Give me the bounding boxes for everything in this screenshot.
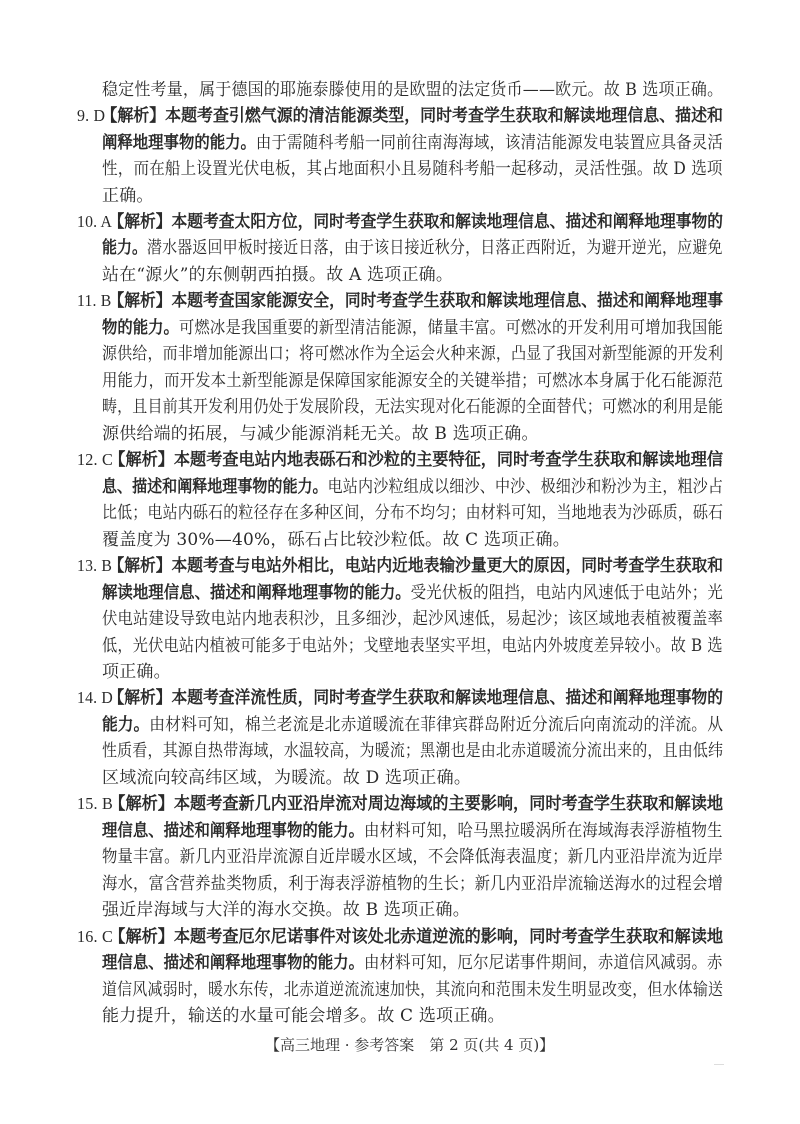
answer-text-line xyxy=(102,318,723,338)
answer-text-line xyxy=(102,503,723,523)
body-text: 由材料可知，厄尔尼诺事件期间，赤道信风减弱。赤 xyxy=(363,953,723,973)
bold-summary: 解读地理信息、描述和阐释地理事物的能力。 xyxy=(102,583,411,603)
answer-heading-line xyxy=(77,106,723,126)
bold-summary: 能力。 xyxy=(102,715,150,735)
question-number: 10. A xyxy=(77,212,113,231)
body-text: 稳定性考量，属于德国的耶施泰滕使用的是欧盟的法定货币——欧元。故 B 选项正确。 xyxy=(102,80,724,100)
answer-text-line xyxy=(102,186,154,206)
analysis-tag: 【解析】 xyxy=(108,212,172,232)
answer-text-line xyxy=(102,980,723,1000)
answer-text-line xyxy=(102,133,723,153)
answer-text-line xyxy=(102,847,723,867)
body-text: 由材料可知，棉兰老流是北赤道暖流在菲律宾群岛附近分流后向南流动的洋流。从 xyxy=(149,715,724,735)
body-text: 电站内沙粒组成以细沙、中沙、极细沙和粉沙为主，粗沙占 xyxy=(327,477,724,497)
answer-heading-line xyxy=(77,291,723,311)
body-text: 物量丰富。新几内亚沿岸流源自近岸暖水区域，不会降低海表温度；新几内亚沿岸流为近岸 xyxy=(102,847,723,867)
analysis-tag: 【解析】 xyxy=(108,291,172,311)
question-number: 12. C xyxy=(77,450,113,469)
answer-text-line xyxy=(102,424,539,444)
body-text: 由材料可知，哈马黑拉暖涡所在海域海表浮游植物生 xyxy=(363,821,723,841)
answer-text-line xyxy=(102,821,723,841)
body-text: 由于需随科考船一同前往南海海域，该清洁能源发电装置应具备灵活 xyxy=(255,133,723,153)
scan-mark xyxy=(714,1064,724,1065)
analysis-tag: 【解析】 xyxy=(108,556,172,576)
body-text: 可燃冰是我国重要的新型清洁能源，储量丰富。可燃冰的开发利用可增加我国能 xyxy=(178,318,724,338)
bold-summary: 本题考查新几内亚沿岸流对周边海域的主要影响，同时考查学生获取和解读地 xyxy=(173,794,723,814)
question-number: 14. D xyxy=(77,688,113,707)
answer-heading-line xyxy=(77,688,723,708)
question-number: 13. B xyxy=(77,556,113,575)
analysis-tag: 【解析】 xyxy=(109,927,174,947)
body-text: 畴，且目前其开发利用仍处于发展阶段，无法实现对化石能源的全面替代；可燃冰的利用是能 xyxy=(102,397,724,417)
answer-text-line xyxy=(102,477,723,497)
answer-text-line xyxy=(102,900,470,920)
body-text: 强近岸海域与大洋的海水交换。故 B 选项正确。 xyxy=(102,900,470,920)
answer-text-line xyxy=(102,662,171,682)
answer-text-line xyxy=(102,238,723,258)
answer-text-line xyxy=(102,609,723,629)
body-text: 能力提升，输送的水量可能会增多。故 C 选项正确。 xyxy=(102,1006,505,1026)
answer-text-line xyxy=(102,80,723,100)
answer-text-line xyxy=(102,768,471,788)
bold-summary: 本题考查太阳方位，同时考查学生获取和解读地理信息、描述和阐释地理事物的 xyxy=(171,212,723,232)
body-text: 源供给端的拓展，与减少能源消耗无关。故 B 选项正确。 xyxy=(102,424,539,444)
body-text: 用能力，而开发本土新型能源是保障国家能源安全的关键举措；可燃冰本身属于化石能源范 xyxy=(102,371,723,391)
answer-heading-line xyxy=(77,212,723,232)
body-text: 项正确。 xyxy=(102,662,171,682)
bold-summary: 本题考查洋流性质，同时考查学生获取和解读地理信息、描述和阐释地理事物的 xyxy=(171,688,723,708)
answer-heading-line xyxy=(77,556,723,576)
answer-text-line xyxy=(102,741,723,761)
answer-text-line xyxy=(102,636,723,656)
bold-summary: 本题考查与电站外相比，电站内近地表输沙量更大的原因，同时考查学生获取和 xyxy=(171,556,723,576)
answer-text-line xyxy=(102,159,723,179)
body-text: 性，而在船上设置光伏电板，其占地面积小且易随科考船一起移动，灵活性强。故 D 选项 xyxy=(102,159,723,179)
body-text: 覆盖度为 30%—40%，砾石占比较沙粒低。故 C 选项正确。 xyxy=(102,530,570,550)
answer-text-line xyxy=(102,874,723,894)
body-text: 站在“源火”的东侧朝西拍摄。故 A 选项正确。 xyxy=(102,265,454,285)
bold-summary: 能力。 xyxy=(102,238,147,258)
bold-summary: 理信息、描述和阐释地理事物的能力。 xyxy=(102,821,364,841)
body-text: 海水，富含营养盐类物质，利于海表浮游植物的生长；新几内亚沿岸流输送海水的过程会增 xyxy=(102,874,723,894)
analysis-tag: 【解析】 xyxy=(101,106,166,126)
bold-summary: 本题考查国家能源安全，同时考查学生获取和解读地理信息、描述和阐释地理事 xyxy=(171,291,723,311)
bold-summary: 本题考查引燃气源的清洁能源类型，同时考查学生获取和解读地理信息、描述和 xyxy=(165,106,723,126)
analysis-tag: 【解析】 xyxy=(109,794,174,814)
body-text: 源供给，而非增加能源出口；将可燃冰作为全运会火种来源，凸显了我国对新型能源的开发利 xyxy=(102,344,724,364)
answer-text-line xyxy=(102,1006,505,1026)
body-text: 低，光伏电站内植被可能多于电站外；戈壁地表坚实平坦，电站内外坡度差异较小。故 B 选 xyxy=(102,636,723,656)
answer-text-line xyxy=(102,371,723,391)
answer-text-line xyxy=(102,397,723,417)
body-text: 伏电站建设导致电站内地表积沙，且多细沙，起沙风速低，易起沙；该区域地表植被覆盖率 xyxy=(102,609,723,629)
bold-summary: 阐释地理事物的能力。 xyxy=(102,133,256,153)
answer-heading-line xyxy=(77,450,723,470)
bold-summary: 物的能力。 xyxy=(102,318,179,338)
answer-text-line xyxy=(102,953,723,973)
bold-summary: 息、描述和阐释地理事物的能力。 xyxy=(102,477,328,497)
body-text: 正确。 xyxy=(102,186,154,206)
bold-summary: 本题考查厄尔尼诺事件对该处北赤道逆流的影响，同时考查学生获取和解读地 xyxy=(173,927,723,947)
question-number: 11. B xyxy=(77,291,112,310)
question-number: 9. D xyxy=(77,106,106,125)
bold-summary: 理信息、描述和阐释地理事物的能力。 xyxy=(102,953,364,973)
bold-summary: 本题考查电站内地表砾石和沙粒的主要特征，同时考查学生获取和解读地理信 xyxy=(173,450,723,470)
body-text: 受光伏板的阻挡，电站内风速低于电站外；光 xyxy=(410,583,723,603)
analysis-tag: 【解析】 xyxy=(108,688,172,708)
answer-text-line xyxy=(102,265,453,285)
answer-heading-line xyxy=(77,927,723,947)
answer-text-line xyxy=(102,344,723,364)
analysis-tag: 【解析】 xyxy=(109,450,174,470)
answer-text-line xyxy=(102,530,570,550)
answer-text-line xyxy=(102,715,723,735)
answer-text-line xyxy=(102,583,723,603)
question-number: 15. B xyxy=(77,794,113,813)
page-footer: 【高三地理 · 参考答案 第 2 页(共 4 页)】 xyxy=(265,1036,555,1054)
answer-heading-line xyxy=(77,794,723,814)
body-text: 潜水器返回甲板时接近日落，由于该日接近秋分，日落正西附近，为避开逆光，应避免 xyxy=(146,238,723,258)
question-number: 16. C xyxy=(77,927,113,946)
body-text: 区域流向较高纬区域，为暖流。故 D 选项正确。 xyxy=(102,768,472,788)
body-text: 道信风减弱时，暖水东传，北赤道逆流流速加快，其流向和范围未发生明显改变，但水体输送 xyxy=(102,980,724,1000)
body-text: 性质看，其源自热带海域，水温较高，为暖流；黑潮也是由北赤道暖流分流出来的，且由低纬 xyxy=(102,741,724,761)
body-text: 比低；电站内砾石的粒径存在多种区间，分布不均匀；由材料可知，当地地表为沙砾质，砾石 xyxy=(102,503,724,523)
